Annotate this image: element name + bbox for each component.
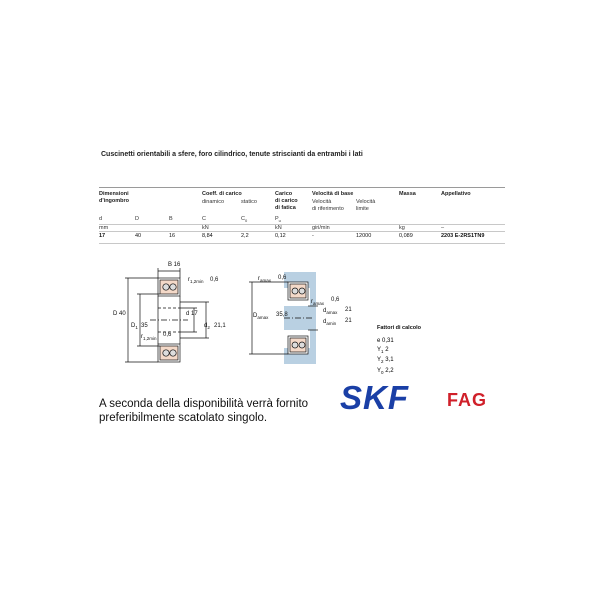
- page-title: Cuscinetti orientabili a sfere, foro cilindrico, tenute striscianti da entrambi i lati: [101, 151, 363, 158]
- unit-kg: kg: [399, 225, 405, 231]
- dim-d2: $d_2$: [204, 323, 210, 331]
- symbol-B: B: [169, 216, 173, 222]
- availability-note: A seconda della disponibilità verrà fornito preferibilmente scatolato singolo.: [99, 398, 309, 424]
- dim-r-top-value: 0,6: [210, 277, 219, 283]
- symbol-Pu: $P_u$: [275, 216, 281, 224]
- factors-list: [377, 337, 394, 378]
- dim-r-bottom-value: 0,6: [163, 332, 172, 338]
- factor-y2: $Y_2$ 3,1: [377, 357, 394, 365]
- header-appellativo: Appellativo: [441, 191, 471, 197]
- skf-logo: SKF: [340, 379, 409, 416]
- unit-giri-min: giri/min: [312, 225, 330, 231]
- factors-title: Fattori di calcolo: [377, 325, 422, 331]
- factor-e: e 0,31: [377, 338, 394, 344]
- dim-damax: $d_{amax}$: [323, 308, 338, 316]
- row-d: 17: [99, 233, 106, 239]
- row-designation: 2203 E-2RS1TN9: [441, 233, 485, 239]
- row-vlim: 12000: [356, 233, 372, 239]
- unit-dash: –: [441, 225, 445, 231]
- factor-y0: $Y_0$ 2,2: [377, 367, 394, 376]
- header-velocita-limite: Velocità limite: [356, 199, 376, 212]
- header-coeff-statico: statico: [241, 199, 257, 205]
- header-velocita-riferimento: Velocità di riferimento: [312, 199, 344, 212]
- row-B: 16: [169, 233, 176, 239]
- table-units-rule: [99, 224, 505, 225]
- dim-ramax-top-value: 0,6: [278, 275, 287, 281]
- symbol-D: D: [135, 216, 139, 222]
- header-massa: Massa: [399, 191, 416, 197]
- header-coeff: Coeff. di carico: [202, 191, 242, 197]
- row-Pu: 0,12: [275, 233, 286, 239]
- dim-D1: $D_1$: [131, 323, 138, 331]
- row-C: 8,84: [202, 233, 213, 239]
- header-velocita: Velocità di base: [312, 191, 354, 197]
- dim-damax-value: 21: [345, 307, 352, 313]
- dim-Damax-value: 35,8: [276, 312, 288, 318]
- dim-damin: $d_{amin}$: [323, 319, 337, 327]
- table-top-rule: [99, 187, 505, 188]
- header-coeff-dinamico: dinamico: [202, 199, 225, 205]
- unit-kN-2: kN: [275, 225, 282, 231]
- dim-B: B 16: [168, 262, 181, 268]
- row-vref: -: [312, 233, 314, 239]
- table-row-rule: [99, 231, 505, 232]
- row-mass: 0,089: [399, 233, 413, 239]
- dim-d: d 17: [186, 311, 198, 317]
- factor-y1: $Y_1$ 2: [377, 346, 389, 354]
- symbol-C: C: [202, 216, 206, 222]
- symbol-d: d: [99, 216, 103, 222]
- dim-r12min-bottom: $r_{1,2min}$: [141, 334, 157, 342]
- dim-D1-value: 35: [141, 323, 148, 329]
- unit-mm: mm: [99, 225, 109, 231]
- row-C0: 2,2: [241, 233, 249, 239]
- dim-damin-value: 21: [345, 318, 352, 324]
- header-carico: Carico di carico di fatica: [275, 191, 298, 211]
- dim-r12min-top: $r_{1,2min}$: [188, 277, 204, 285]
- dim-Damax: $D_{amax}$: [253, 313, 269, 321]
- row-D: 40: [135, 233, 142, 239]
- bearing-section-drawing: [110, 258, 220, 370]
- dim-ramax-mid-value: 0,6: [331, 297, 340, 303]
- dim-D: D 40: [113, 311, 126, 317]
- unit-kN: kN: [202, 225, 209, 231]
- symbol-C0: $C_0$: [241, 216, 248, 224]
- dim-d2-value: 21,1: [214, 323, 226, 329]
- header-dimensioni: Dimensioni d'ingombro: [99, 191, 130, 204]
- fag-logo: FAG: [447, 390, 488, 410]
- dim-ramax-mid: $r_{amax}$: [311, 299, 325, 307]
- table-bottom-rule: [99, 243, 505, 244]
- dim-ramax-top: $r_{amax}$: [258, 276, 272, 284]
